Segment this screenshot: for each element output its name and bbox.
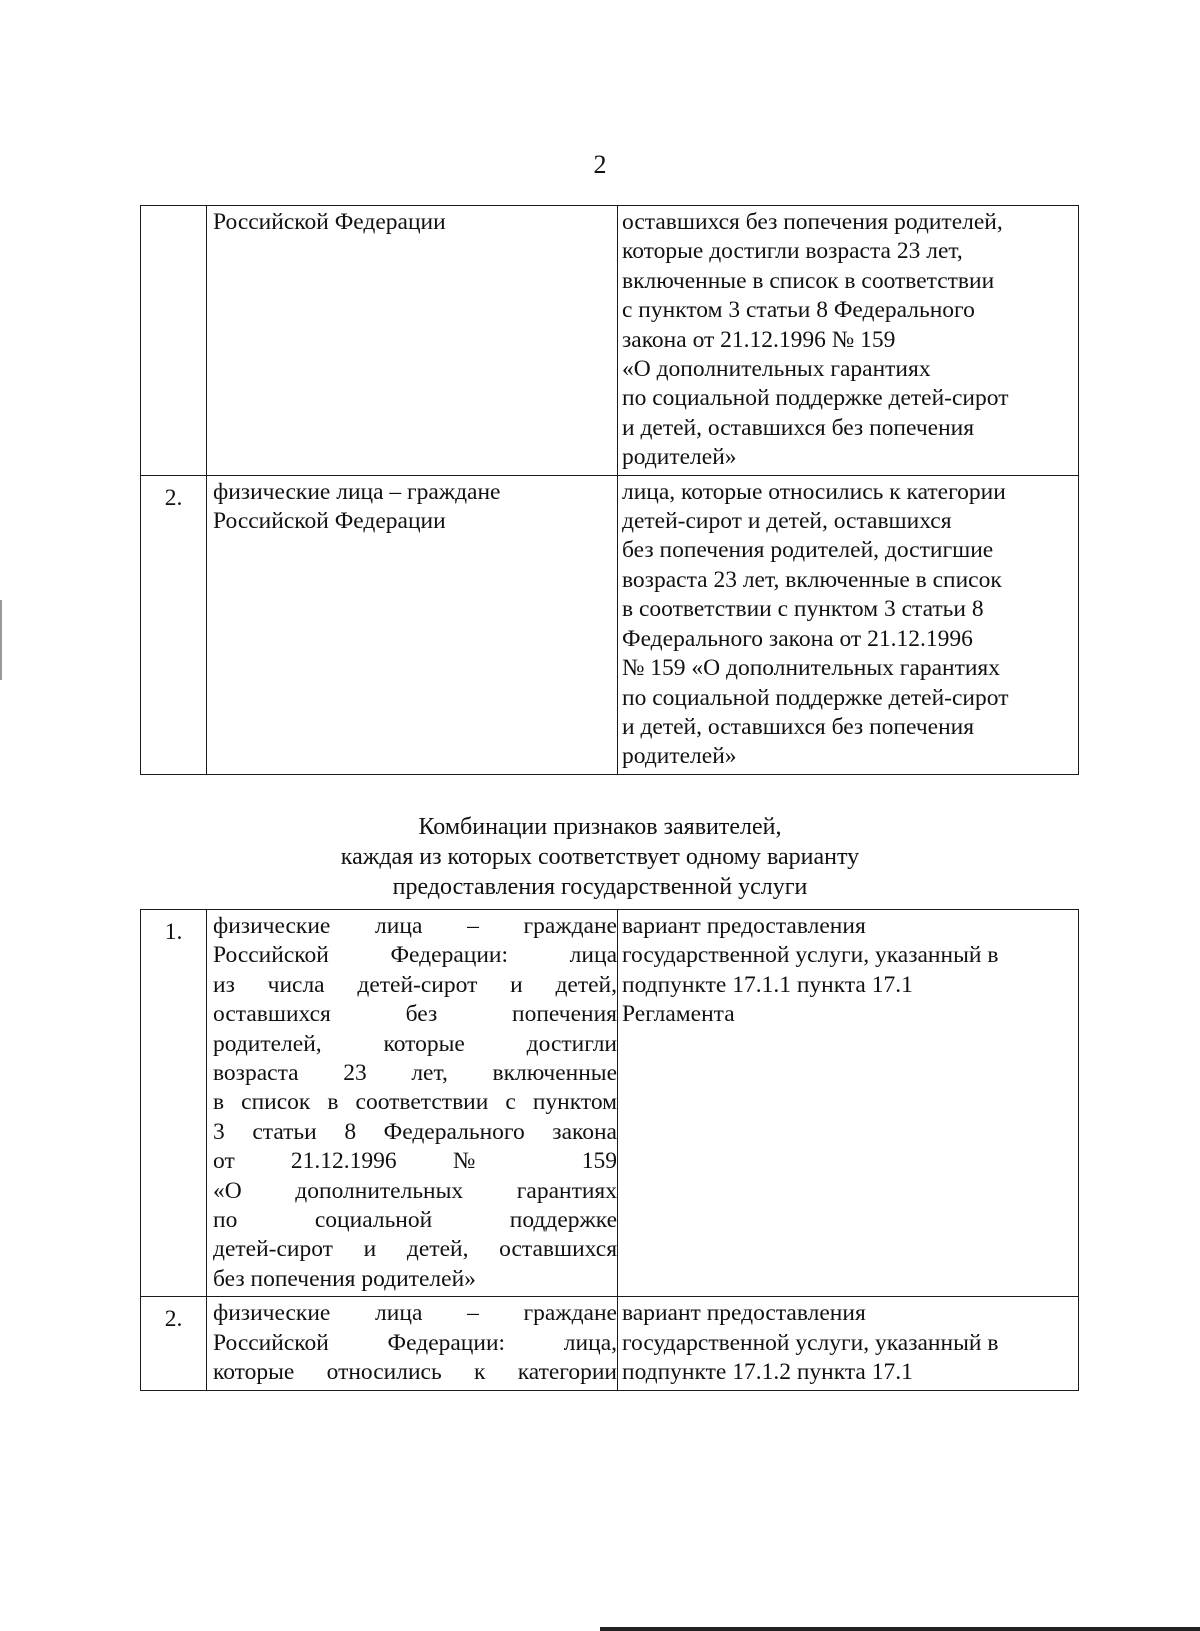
cell-line: лица, которые относились к категории [622,478,1006,505]
heading-line: каждая из которых соответствует одному варианту [340,844,860,870]
cell-line: в список в соответствии с пунктом [213,1089,617,1116]
row-number [141,206,207,476]
cell-line: детей-сирот и детей, оставшихся [213,1236,617,1263]
cell-line: физические лица – граждане [213,1300,617,1327]
cell-line: возраста 23 лет, включенные в список [622,566,1002,593]
cell-line: Российской Федерации [213,508,446,535]
cell-line: детей-сирот и детей, оставшихся [622,508,952,535]
cell-line: оставшихся без попечения [213,1001,617,1028]
cell-line: из числа детей-сирот и детей, [213,971,617,998]
cell-line: по социальной поддержке детей-сирот [622,385,1009,412]
cell-line: родителей» [622,444,737,471]
cell-line: Российской Федерации [213,209,446,235]
cell-line: без попечения родителей» [213,1265,476,1292]
row-number: 2. [141,1297,207,1390]
table-row [141,475,1079,774]
cell-line: родителей» [622,743,737,770]
service-variant-cell [618,910,1079,1297]
row-number: 2. [141,475,207,774]
cell-line: Российской Федерации: лица, [213,1329,617,1356]
cell-line: Российской Федерации: лица [213,942,617,969]
cell-line: подпункте 17.1.2 пункта 17.1 [622,1359,913,1386]
applicant-description-cell [618,475,1079,774]
cell-line: включенные в список в соответствии [622,267,995,294]
service-variant-cell [618,1297,1079,1390]
page-number: 2 [593,150,607,179]
cell-line: оставшихся без попечения родителей, [622,209,1003,235]
cell-line: физические лица – граждане [213,478,501,505]
cell-line: закона от 21.12.1996 № 159 [622,326,896,353]
cell-line: и детей, оставшихся без попечения [622,414,975,441]
cell-line: вариант предоставления [622,913,866,939]
cell-line: по социальной поддержке детей-сирот [622,684,1009,711]
cell-line: 3 статьи 8 Федерального закона [213,1118,617,1145]
cell-line: с пунктом 3 статьи 8 Федерального [622,297,975,324]
cell-line: и детей, оставшихся без попечения [622,713,975,740]
cell-line: физические лица – граждане [213,913,617,939]
cell-line: Регламента [622,1001,735,1028]
row-number: 1. [141,910,207,1297]
cell-line: которые относились к категории [213,1359,617,1386]
section-heading [0,812,1200,902]
cell-line: без попечения родителей, достигшие [622,537,994,564]
cell-line: подпункте 17.1.1 пункта 17.1 [622,971,913,998]
scan-bottom-edge [600,1627,1200,1631]
table-row [141,910,1079,1297]
applicant-description-cell [618,206,1079,476]
scan-edge-mark [0,600,2,680]
cell-line: «О дополнительных гарантиях [622,356,931,383]
cell-line: которые достигли возраста 23 лет, [622,238,963,265]
cell-line: в соответствии с пунктом 3 статьи 8 [622,596,984,623]
table-row [141,206,1079,476]
applicant-features-cell [207,1297,618,1390]
heading-line: Комбинации признаков заявителей, [418,814,782,840]
applicant-category-cell [207,475,618,774]
applicant-features-cell [207,910,618,1297]
cell-line: государственной услуги, указанный в [622,1329,999,1356]
applicant-table-continued [140,205,1079,775]
cell-line: № 159 «О дополнительных гарантиях [622,655,1000,682]
cell-line: возраста 23 лет, включенные [213,1060,617,1087]
table-row [141,1297,1079,1390]
cell-line: вариант предоставления [622,1300,866,1327]
cell-line: по социальной поддержке [213,1207,617,1234]
cell-line: родителей, которые достигли [213,1030,617,1057]
cell-line: Федерального закона от 21.12.1996 [622,625,973,652]
cell-line: государственной услуги, указанный в [622,942,999,969]
cell-line: «О дополнительных гарантиях [213,1177,617,1204]
cell-line: от 21.12.1996 № 159 [213,1148,617,1175]
applicant-category-cell [207,206,618,476]
applicant-combinations-table [140,909,1079,1391]
heading-line: предоставления государственной услуги [392,874,808,900]
